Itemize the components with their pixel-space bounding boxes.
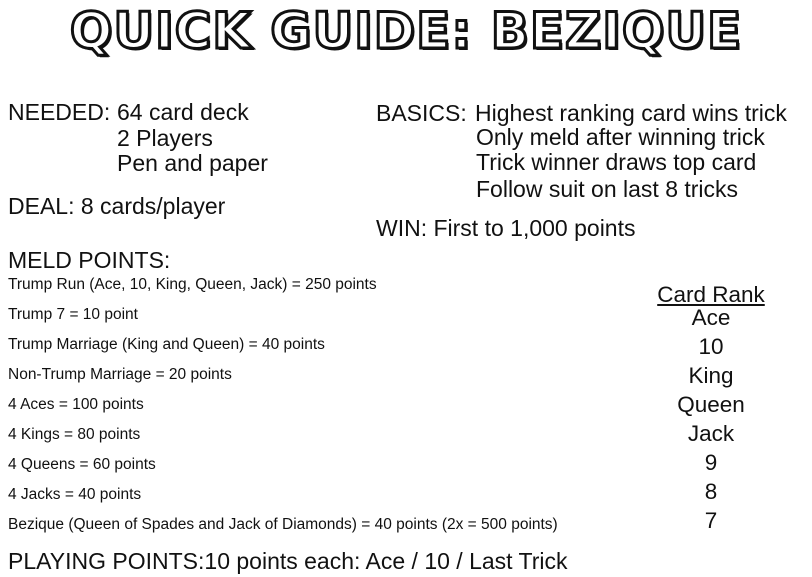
meld-item: Trump Marriage (King and Queen) = 40 points (8, 336, 325, 353)
meld-item: Trump 7 = 10 point (8, 306, 138, 323)
meld-item: Bezique (Queen of Spades and Jack of Diamonds) = 40 points (2x = 500 points) (8, 516, 558, 533)
basics-item: Trick winner draws top card (476, 149, 757, 175)
needed-label: NEEDED: (8, 99, 111, 125)
meld-item: 4 Queens = 60 points (8, 456, 156, 473)
card-rank-item: 9 (704, 450, 718, 475)
card-rank-item: Jack (687, 421, 735, 446)
needed-item: 2 Players (117, 125, 213, 151)
needed-item: 64 card deck (117, 99, 249, 125)
meld-item: 4 Jacks = 40 points (8, 486, 142, 503)
playing-points-line: PLAYING POINTS:10 points each: Ace / 10 / Last Trick (8, 548, 568, 574)
card-rank-item: 8 (704, 479, 718, 504)
card-rank-item: Queen (677, 392, 745, 417)
meld-item: Non-Trump Marriage = 20 points (8, 366, 232, 383)
card-rank-heading: Card Rank (657, 282, 765, 307)
card-rank-item: King (688, 363, 734, 388)
basics-item: Only meld after winning trick (476, 124, 765, 150)
meld-heading: MELD POINTS: (8, 247, 171, 273)
basics-label: BASICS: (376, 100, 467, 126)
card-rank-item: 10 (698, 334, 724, 359)
meld-item: 4 Kings = 80 points (8, 426, 141, 443)
card-rank-item: 7 (704, 508, 718, 533)
needed-item: Pen and paper (117, 150, 268, 176)
card-rank-item: Ace (691, 305, 731, 330)
basics-item: Highest ranking card wins trick (475, 100, 787, 126)
basics-item: Follow suit on last 8 tricks (476, 176, 739, 202)
meld-item: Trump Run (Ace, 10, King, Queen, Jack) = 250 points (8, 276, 377, 293)
win-line: WIN: First to 1,000 points (376, 215, 636, 241)
deal-line: DEAL: 8 cards/player (8, 193, 226, 219)
meld-item: 4 Aces = 100 points (8, 396, 144, 413)
page-title: QUICK GUIDE: BEZIQUE (69, 2, 743, 60)
